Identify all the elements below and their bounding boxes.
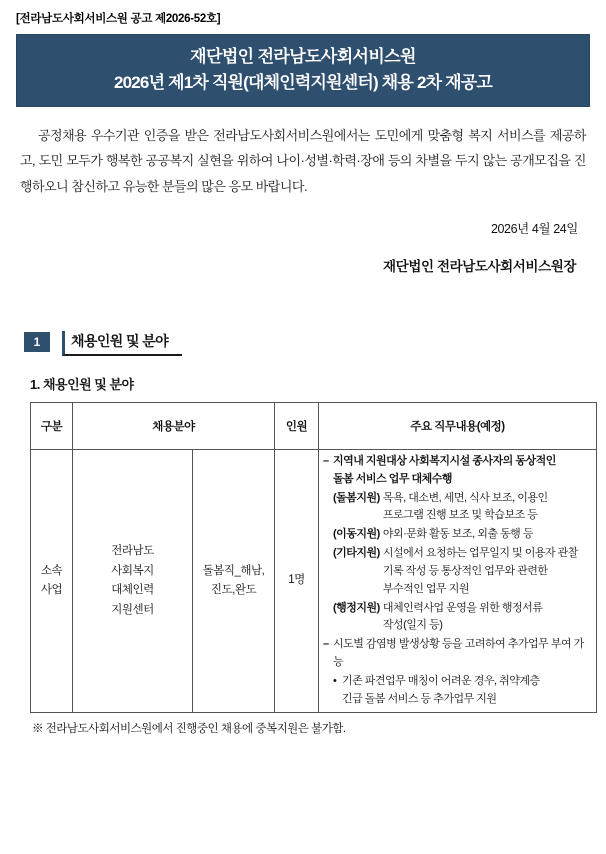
duty-item-care [323, 490, 592, 526]
duty-etc-line-3: 부수적인 업무 지원 [382, 582, 469, 595]
duty-admin-label: (행정지원) [333, 601, 380, 614]
dash-mark-2: – [323, 638, 329, 651]
recruitment-table [30, 402, 597, 713]
notice-date: 2026년 4월 24일 [490, 222, 578, 237]
cell-duties [319, 450, 597, 713]
duty-etc-line-2: 기록 작성 등 통상적인 업무와 관련한 [382, 564, 548, 577]
banner-line-1: 재단법인 전라남도사회서비스원 [190, 47, 416, 66]
table-footnote: ※ 전라남도사회서비스원에서 진행중인 채용에 중복지원은 불가함. [32, 723, 346, 736]
duty-item-main [323, 453, 592, 489]
notice-number: [전라남도사회서비스원 공고 제2026-52호] [16, 13, 221, 25]
duty-item-extra [323, 636, 592, 672]
duty-admin-line-2: 작성(일지 등) [382, 619, 443, 632]
duty-item-etc [323, 545, 592, 598]
duty-mobility-line-1: 야외·문화 활동 보조, 외출 동행 등 [382, 528, 533, 541]
field-line-1: 전라남도 [111, 545, 154, 558]
duty-care-line-1: 목욕, 대소변, 세면, 식사 보조, 이용인 [382, 491, 548, 504]
header-duties: 주요 직무내용(예정) [319, 403, 597, 450]
area-line-1: 돌봄직_해남, [202, 564, 265, 577]
duty-main-line-2: 돌봄 서비스 업무 대체수행 [333, 472, 453, 485]
intro-paragraph: 공정채용 우수기관 인증을 받은 전라남도사회서비스원에서는 도민에게 맞춤형 복지 서비스를 제공하고, 도민 모두가 행복한 공공복지 실현을 위하여 나이·성별·학력·장애 등의 차별을 두지 않는 공개모집을 진행하오니 참신하고 유능한 분들의 많은 응모 바랍니다. [20, 128, 586, 194]
duty-care-label: (돌봄지원) [333, 491, 380, 504]
duty-bullet-line-1: 기존 파견업무 매칭이 어려운 경우, 취약계층 [342, 674, 540, 687]
header-count: 인원 [275, 403, 319, 450]
duty-etc-label: (기타지원) [333, 547, 380, 560]
gubun-line-2: 사업 [40, 584, 63, 597]
duty-extra-line-1: 시도별 감염병 발생상황 등을 고려하여 추가업무 부여 가능 [333, 638, 584, 668]
bullet-mark: • [333, 674, 337, 687]
section-heading [24, 331, 592, 356]
field-line-3: 대체인력 [111, 584, 154, 597]
table-row [31, 450, 597, 713]
cell-field [73, 450, 193, 713]
section-number: 1 [24, 332, 50, 352]
duty-item-mobility [323, 526, 592, 544]
section-title: 채용인원 및 분야 [71, 333, 169, 350]
subsection-title: 1. 채용인원 및 분야 [30, 377, 134, 393]
issuing-organization: 재단법인 전라남도사회서비스원장 [383, 259, 576, 275]
cell-gubun [31, 450, 73, 713]
duty-item-admin [323, 600, 592, 636]
header-field: 채용분야 [73, 403, 275, 450]
duty-care-line-2: 프로그램 진행 보조 및 학습보조 등 [382, 509, 538, 522]
duty-etc-line-1: 시설에서 요청하는 업무일지 및 이용자 관찰 [382, 547, 578, 560]
duty-main-line-1: 지역내 지원대상 사회복지시설 종사자의 동상적인 [333, 455, 556, 468]
dash-mark: – [323, 455, 329, 468]
cell-count: 1명 [275, 450, 319, 713]
header-gubun: 구분 [31, 403, 73, 450]
gubun-line-1: 소속 [40, 564, 63, 577]
section-title-underline [62, 331, 182, 356]
duty-item-bullet [323, 673, 592, 709]
duty-admin-line-1: 대체인력사업 운영을 위한 행정서류 [382, 601, 543, 614]
cell-area [193, 450, 275, 713]
duty-bullet-line-2: 긴급 돌봄 서비스 등 추가업무 지원 [342, 692, 497, 705]
duty-mobility-label: (이동지원) [333, 528, 380, 541]
field-line-4: 지원센터 [111, 603, 154, 616]
area-line-2: 진도,완도 [210, 584, 257, 597]
table-header-row [31, 403, 597, 450]
banner-line-2: 2026년 제1차 직원(대체인력지원센터) 채용 2차 재공고 [113, 72, 493, 92]
field-line-2: 사회복지 [111, 564, 154, 577]
title-banner [16, 34, 590, 107]
